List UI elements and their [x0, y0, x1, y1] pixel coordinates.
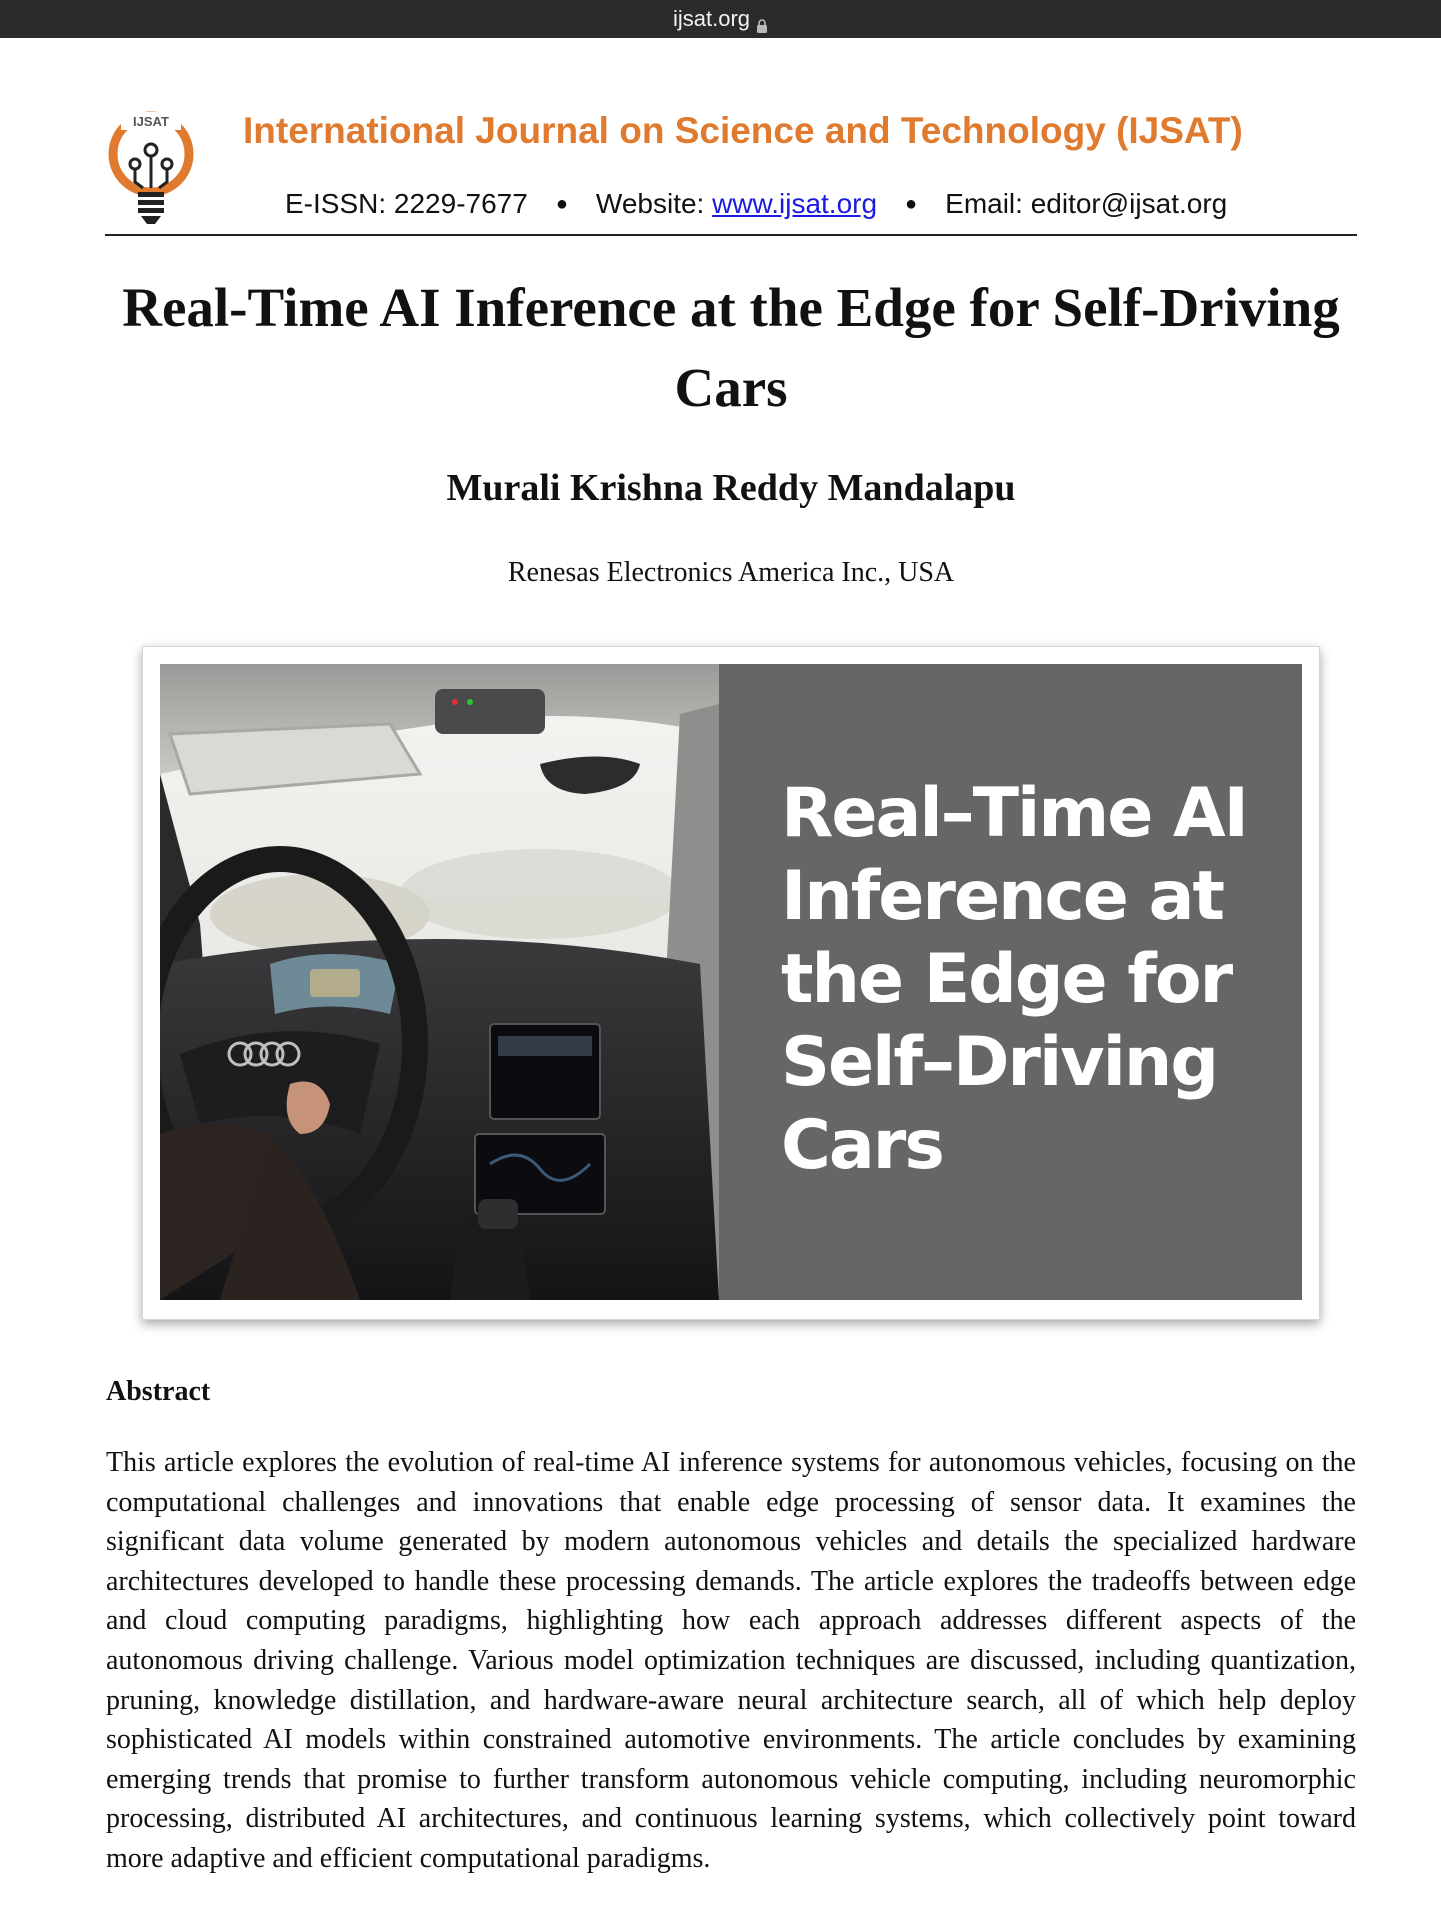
paper-title: Real-Time AI Inference at the Edge for Self-Driving Cars: [122, 277, 1340, 418]
website-label: Website:: [595, 188, 705, 219]
eissn: E-ISSN: 2229-7677: [285, 188, 528, 219]
separator-dot: ●: [905, 193, 918, 215]
journal-title: International Journal on Science and Technology (IJSAT): [243, 110, 1243, 151]
website-link[interactable]: www.ijsat.org: [712, 188, 878, 219]
car-interior-photo: [160, 664, 719, 1300]
figure-title-text: Real–Time AI Inference at the Edge for Self–Driving Cars: [781, 774, 1247, 1185]
email: Email: editor@ijsat.org: [945, 188, 1228, 219]
lock-icon: [756, 13, 768, 27]
url-text[interactable]: ijsat.org: [672, 6, 751, 31]
journal-meta: [285, 188, 1227, 220]
browser-address-bar[interactable]: [0, 0, 1441, 38]
title-figure: [142, 646, 1320, 1320]
header-divider: [105, 234, 1357, 236]
figure-title-panel: [719, 664, 1302, 1300]
logo-text: IJSAT: [133, 114, 169, 129]
separator-dot: ●: [555, 193, 568, 215]
journal-header: [105, 100, 1357, 236]
website: [596, 188, 877, 220]
abstract-heading: Abstract: [106, 1376, 211, 1407]
author-affiliation: Renesas Electronics America Inc., USA: [507, 557, 955, 588]
ijsat-logo: [105, 110, 197, 230]
author-name: Murali Krishna Reddy Mandalapu: [446, 467, 1016, 509]
abstract-body: This article explores the evolution of real-time AI inference systems for autonomous vehicles, focusing on the computational challenges and innovations that enable edge processing of sensor data. It examines the significant data volume generated by modern autonomous vehicles and details the specialized hardware architectures developed to handle these processing demands. The article explores the tradeoffs between edge and cloud computing paradigms, highlighting how each approach addresses different aspects of the autonomous driving challenge. Various model optimization techniques are discussed, including quantization, pruning, knowledge distillation, and hardware-aware neural architecture search, all of which help deploy sophisticated AI models within constrained automotive environments. The article concludes by examining emerging trends that promise to further transform autonomous vehicle computing, including neuromorphic processing, distributed AI architectures, and continuous learning systems, which collectively point toward more adaptive and efficient computational paradigms.: [106, 1447, 1356, 1874]
